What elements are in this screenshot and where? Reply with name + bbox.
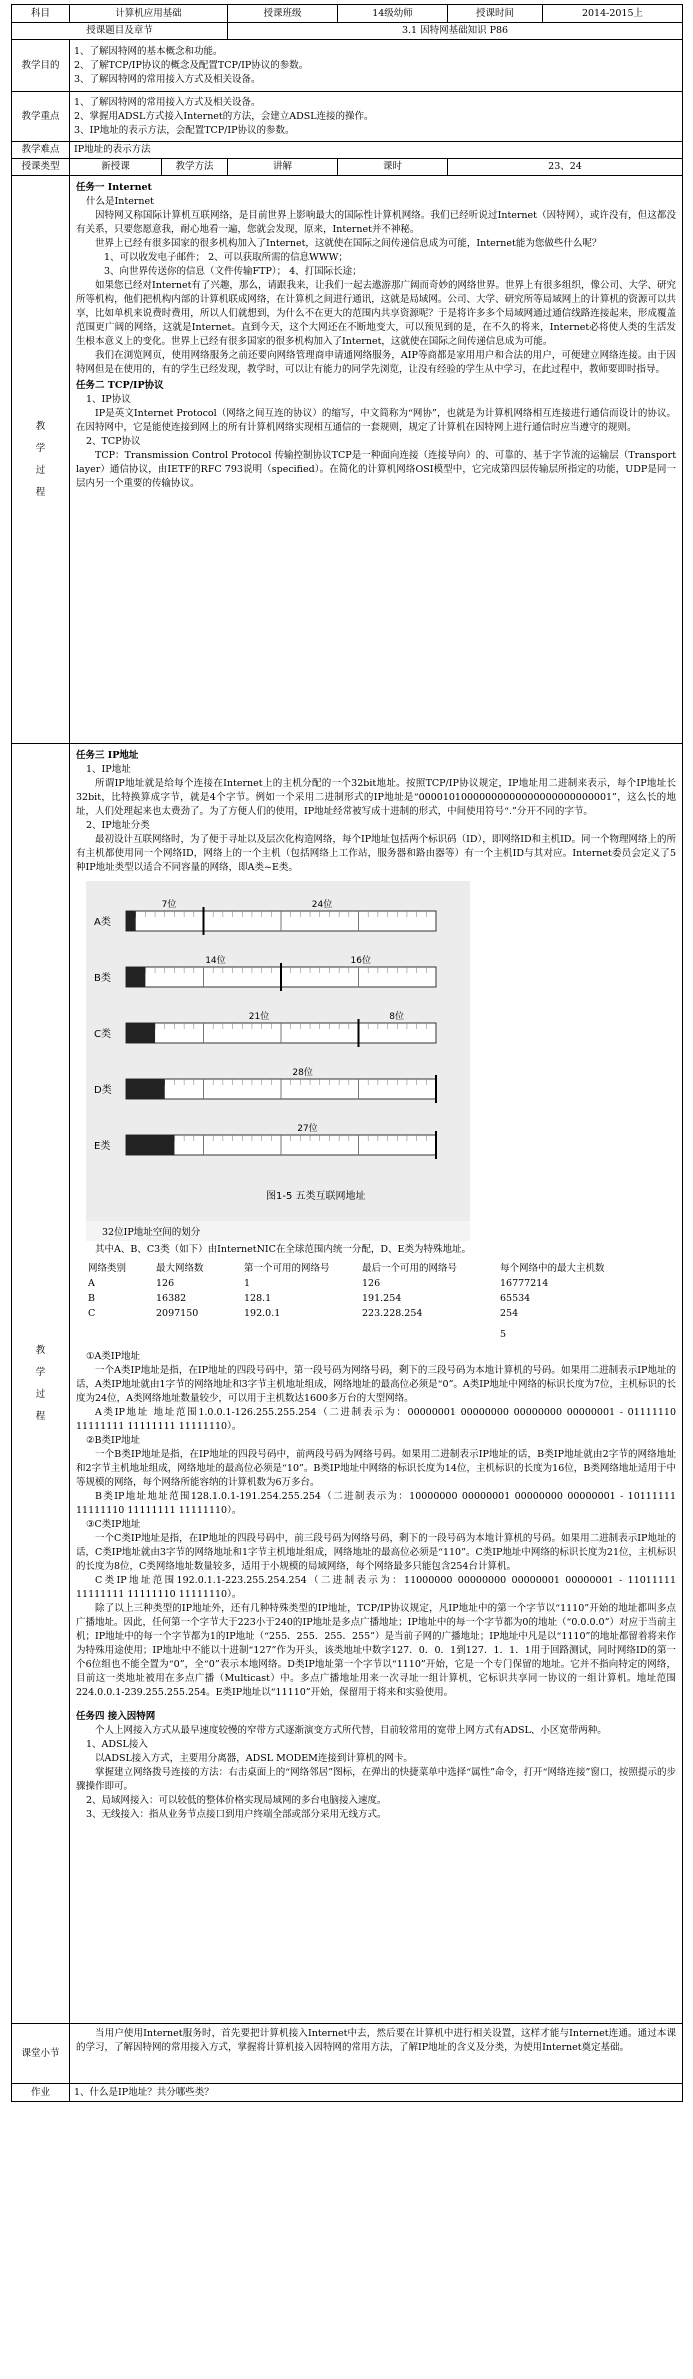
hours-label: 课时 (338, 159, 448, 176)
type-label: 授课类型 (12, 159, 70, 176)
list-item: 3、向世界传送你的信息（文件传输FTP）； 4、打国际长途； (104, 266, 362, 277)
difficulty-label: 教学难点 (12, 142, 70, 159)
ip-class-label: B类 (94, 973, 111, 984)
key-point-item: 2、掌握用ADSL方式接入Internet的方法，会建立ADSL连接的操作。 (74, 110, 374, 122)
paragraph: TCP：Transmission Control Protocol 传输控制协议TCP是一种面向连接（连接导向）的、可靠的、基于字节流的运输层（Transport layer）通信协议，由IETF的RFC 793说明（specified）。在简化的计算机网络OSI模型中，它完成第四层传输层所指定的功能，UDP是同一层内另一个重要的传输协议。 (76, 450, 677, 489)
type-value: 新授课 (70, 159, 162, 176)
time-value: 2014-2015上 (543, 5, 683, 23)
table-row: 5 (500, 1329, 507, 1340)
class-prefix-bits (126, 1135, 174, 1155)
ip-class-diagram (86, 881, 470, 1221)
host-bits-label: 24位 (311, 900, 333, 910)
time-label: 授课时间 (448, 5, 543, 23)
ip-class-label: D类 (94, 1085, 112, 1096)
paragraph: 其中A、B、C3类（如下）由InternetNIC在全球范围内统一分配，D、E类为特殊地址。 (95, 1244, 471, 1255)
subject-value: 计算机应用基础 (70, 5, 228, 23)
summary-label: 课堂小节 (12, 2024, 70, 2084)
wireless-access: 3、无线接入：指从业务节点接口到用户终端全部或部分采用无线方式。 (86, 1809, 387, 1820)
difficulty-value: IP地址的表示方法 (70, 142, 683, 159)
ip-address-title: 1、IP地址 (86, 764, 131, 775)
net-bits-label: 28位 (292, 1068, 313, 1078)
ip-class-figure (86, 881, 470, 1241)
paragraph: 以ADSL接入方式，主要用分离器，ADSL MODEM连接到计算机的网卡。 (95, 1753, 413, 1764)
goal-item: 3、了解因特网的常用接入方式及相关设备。 (74, 73, 261, 85)
paragraph: 掌握建立网络拨号连接的方法：右击桌面上的“网络邻居”图标，在弹出的快捷菜单中选择“属性”命令，打开“网络连接”窗口，按照提示的步骤操作即可。 (76, 1767, 677, 1792)
host-bits-label: 8位 (389, 1012, 404, 1022)
process-label: 教 学 过 程 (12, 176, 70, 744)
summary-text: 当用户使用Internet服务时，首先要把计算机接入Internet中去，然后要在计算机中进行相关设置，这样才能与Internet连通。通过本课的学习，了解因特网的常用接入方式，掌握将计算机接入因特网的常用方法，了解IP地址的含义及分类，为使用Internet奠定基础。 (76, 2028, 677, 2053)
task4-title: 任务四 接入因特网 (76, 1711, 156, 1722)
process-label: 教 学 过 程 (12, 744, 70, 2024)
table-header: 第一个可用的网络号 (244, 1263, 330, 1274)
goal-item: 1、了解因特网的基本概念和功能。 (74, 45, 223, 57)
figure-caption: 图1-5 五类互联网地址 (266, 1191, 366, 1202)
tcp-protocol-title: 2、TCP协议 (86, 436, 141, 447)
method-label: 教学方法 (162, 159, 228, 176)
class-prefix-bits (126, 1079, 165, 1099)
paragraph: IP是英文Internet Protocol（网络之间互连的协议）的缩写，中文简称为“网协”，也就是为计算机网络相互连接进行通信而设计的协议。在因特网中，它是能使连接到网上的所有计算机网络实现相互通信的一套规则，规定了计算机在因特网上进行通信时应当遵守的规则。 (76, 408, 677, 433)
class-prefix-bits (126, 1023, 155, 1043)
host-bits-label: 16位 (350, 956, 371, 966)
c-class-title: ③C类IP地址 (86, 1519, 141, 1530)
task1-title: 任务一 Internet (76, 182, 152, 193)
ip-protocol-title: 1、IP协议 (86, 394, 131, 405)
key-points-label: 教学重点 (12, 92, 70, 142)
a-class-title: ①A类IP地址 (86, 1351, 141, 1362)
topic-label: 授课题目及章节 (12, 23, 228, 40)
b-class-title: ②B类IP地址 (86, 1435, 141, 1446)
ip-class-label: E类 (94, 1141, 111, 1152)
task3-title: 任务三 IP地址 (76, 750, 139, 761)
paragraph: 世界上已经有很多国家的很多机构加入了Internet，这就使在国际之间传递信息成为可能，Internet能为您做些什么呢？ (95, 238, 602, 249)
figure-below-caption: 32位IP地址空间的划分 (102, 1227, 201, 1238)
task2-title: 任务二 TCP/IP协议 (76, 380, 164, 391)
class-label: 授课班级 (228, 5, 338, 23)
paragraph: A类IP地址 地址范围1.0.0.1-126.255.255.254（二进制表示为：00000001 00000000 00000000 00000001 - 01111110 11111111 11111111 11111110）。 (76, 1407, 677, 1432)
table-header: 每个网络中的最大主机数 (500, 1263, 605, 1274)
paragraph: 一个B类IP地址是指，在IP地址的四段号码中，前两段号码为网络号码。如果用二进制表示IP地址的话，B类IP地址就由2字节的网络地址和2字节主机地址组成，网络地址的最高位必须是“10”。B类IP地址中网络的标识长度为14位，主机标识的长度为16位，B类网络地址适用于中等规模的网络，每个网络所能容纳的计算机数为6万多台。 (76, 1449, 677, 1488)
lesson-plan (11, 4, 682, 2102)
paragraph: 一个A类IP地址是指，在IP地址的四段号码中，第一段号码为网络号码，剩下的三段号码为本地计算机的号码。如果用二进制表示IP地址的话，A类IP地址就由1字节的网络地址和3字节主机地址组成，网络地址的最高位必须是“0”。A类IP地址中网络的标识长度为7位，主机标识的长度为24位，A类网络地址数量较少，可以用于主机数达1600多万台的大型网络。 (76, 1365, 677, 1404)
paragraph: 所谓IP地址就是给每个连接在Internet上的主机分配的一个32bit地址。按照TCP/IP协议规定，IP地址用二进制来表示，每个IP地址长32bit，比特换算成字节，就是4个字节。例如一个采用二进制形式的IP地址是“00001010000000000000000000000001”，这么长的地址，人们处理起来也太费劲了。为了方便人们的使用，IP地址经常被写成十进制的形式，中间使用符号“.”分开不同的字节。 (76, 778, 677, 817)
list-item: 1、可以收发电子邮件； 2、可以获取所需的信息WWW； (104, 252, 348, 263)
homework-text: 1、什么是IP地址？共分哪些类？ (70, 2084, 683, 2102)
table-header: 最大网络数 (156, 1263, 204, 1274)
lan-access: 2、局域网接入：可以较低的整体价格实现局域网的多台电脑接入速度。 (86, 1795, 387, 1806)
ip-class-table (84, 1261, 654, 1342)
paragraph: 如果您已经对Internet有了兴趣，那么，请跟我来，让我们一起去遨游那广阔而奇妙的网络世界。世界上有很多组织，像公司、大学、研究所等机构，他们把机构内部的计算机联成网络，在计算机之间进行通讯，这就是局域网。公司、大学、研究所等局域网上的计算机的资源可以共享，比如单机来说费时费用，所以人们就想到，为什么不在更大的范围内共享资源呢？于是将许多多个局域网通过通信线路连接起来，形成覆盖范围更广阔的网络，这就是Internet。直到今天，这个大网还在不断地变大，可以预见到的是，在不久的将来，Internet必将使人类的生活发生根本意义上的变化。世界上已经有很多国家的很多机构加入了Internet，这就使在国际之间传递信息成为可能。 (76, 280, 677, 347)
goals-label: 教学目的 (12, 40, 70, 92)
paragraph: B类IP地址地址范围128.1.0.1-191.254.255.254（二进制表示为：10000000 00000001 00000000 00000001 - 10111111 11111110 11111111 11111110）。 (76, 1491, 677, 1516)
key-point-item: 1、了解因特网的常用接入方式及相关设备。 (74, 96, 261, 108)
table-row: A 126 1 126 16777214 (88, 1278, 549, 1289)
ip-class-title: 2、IP地址分类 (86, 820, 150, 831)
key-points-list (70, 92, 683, 142)
homework-label: 作业 (12, 2084, 70, 2102)
class-prefix-bits (126, 967, 145, 987)
table-header: 网络类别 (88, 1263, 127, 1274)
paragraph: 我们在浏览网页，使用网络服务之前还要向网络管理商申请通网络服务，AIP等商都是家用用户和合法的用户，可便建立网络连接。由于因特网但是在使用的，有的学生已经发现，教学时，可以让有能力的同学先浏览，让没有经验的学生从中学习，在此过程中，教师要即时指导。 (76, 350, 677, 375)
net-bits-label: 21位 (248, 1012, 270, 1022)
net-bits-label: 7位 (161, 900, 177, 910)
ip-class-label: C类 (94, 1029, 111, 1040)
net-bits-label: 27位 (297, 1124, 318, 1134)
hours-value: 23、24 (448, 159, 683, 176)
goal-item: 2、了解TCP/IP协议的概念及配置TCP/IP协议的参数。 (74, 59, 309, 71)
table-row: C 2097150 192.0.1 223.228.254 254 (88, 1308, 519, 1319)
key-point-item: 3、IP地址的表示方法，会配置TCP/IP协议的参数。 (74, 124, 295, 136)
paragraph: 一个C类IP地址是指，在IP地址的四段号码中，前三段号码为网络号码，剩下的一段号码为本地计算机的号码。如果用二进制表示IP地址的话，C类IP地址就由3字节的网络地址和1字节主机地址组成，网络地址的最高位必须是“110”。C类IP地址中网络的标识长度为21位，主机标识的长度为8位，C类网络地址数量较多，适用于小规模的局域网络，每个网络最多只能包含254台计算机。 (76, 1533, 677, 1572)
what-is-internet: 什么是Internet (86, 196, 154, 207)
class-prefix-bits (126, 911, 136, 931)
process-content-1 (70, 176, 683, 744)
net-bits-label: 14位 (205, 956, 226, 966)
ip-class-label: A类 (94, 917, 111, 928)
process-content-2 (70, 744, 683, 2024)
lesson-plan-table (11, 4, 683, 2102)
adsl-title: 1、ADSL接入 (86, 1739, 148, 1750)
paragraph: 个人上网接入方式从最早速度较慢的窄带方式逐渐演变方式所代替，目前较常用的宽带上网方式有ADSL、小区宽带两种。 (95, 1725, 607, 1736)
class-value: 14级幼师 (338, 5, 448, 23)
subject-label: 科目 (12, 5, 70, 23)
paragraph: 最初设计互联网络时，为了便于寻址以及层次化构造网络，每个IP地址包括两个标识码（ID），即网络ID和主机ID。同一个物理网络上的所有主机都使用同一个网络ID，网络上的一个主机（包括网络上工作站，服务器和路由器等）有一个主机ID与其对应。Internet委员会定义了5种IP地址类型以适合不同容量的网络，即A类~E类。 (76, 834, 677, 873)
goals-list (70, 40, 683, 92)
table-header: 最后一个可用的网络号 (362, 1263, 458, 1274)
paragraph: C类IP地址范围192.0.1.1-223.255.254.254（二进制表示为：11000000 00000000 00000001 00000001 - 11011111 11111111 11111110 11111110）。 (76, 1575, 677, 1600)
topic-value: 3.1 因特网基础知识 P86 (228, 23, 683, 40)
table-row: B 16382 128.1 191.254 65534 (88, 1293, 531, 1304)
paragraph: 因特网又称国际计算机互联网络，是目前世界上影响最大的国际性计算机网络。我们已经听说过Internet（因特网），或许没有，但这都没有关系，只要您愿意我，耐心地看一遍，您就会发现，原来，Internet并不神秘。 (76, 210, 677, 235)
paragraph: 除了以上三种类型的IP地址外，还有几种特殊类型的IP地址，TCP/IP协议规定，凡IP地址中的第一个字节以“1110”开始的地址都叫多点广播地址。因此，任何第一个字节大于223小于240的IP地址是多点广播地址；IP地址中的每一个字节都为0的地址（“0.0.0.0”）对应于当前主机；IP地址中的每一个字节都为1的IP地址（“255．255．255．255”）是当前子网的广播地址；IP地址中凡是以“1110”的地址都留着将来作为特殊用途使用；IP地址中不能以十进制“127”作为开头，该类地址中数字127．0．0．1到127．1．1．1用于回路测试，同时网络ID的第一个6位组也不能全置为“0”，全“0”表示本地网络。D类IP地址第一个字节以“1110”开始，它是一个专门保留的地址。它并不指向特定的网络，目前这一类地址被用在多点广播（Multicast）中。多点广播地址用来一次寻址一组计算机，它标识共享同一协议的一组计算机。地址范围224.0.0.1-239.255.255.254。E类IP地址以“11110”开始，保留用于将来和实验使用。 (76, 1603, 677, 1698)
method-value: 讲解 (228, 159, 338, 176)
